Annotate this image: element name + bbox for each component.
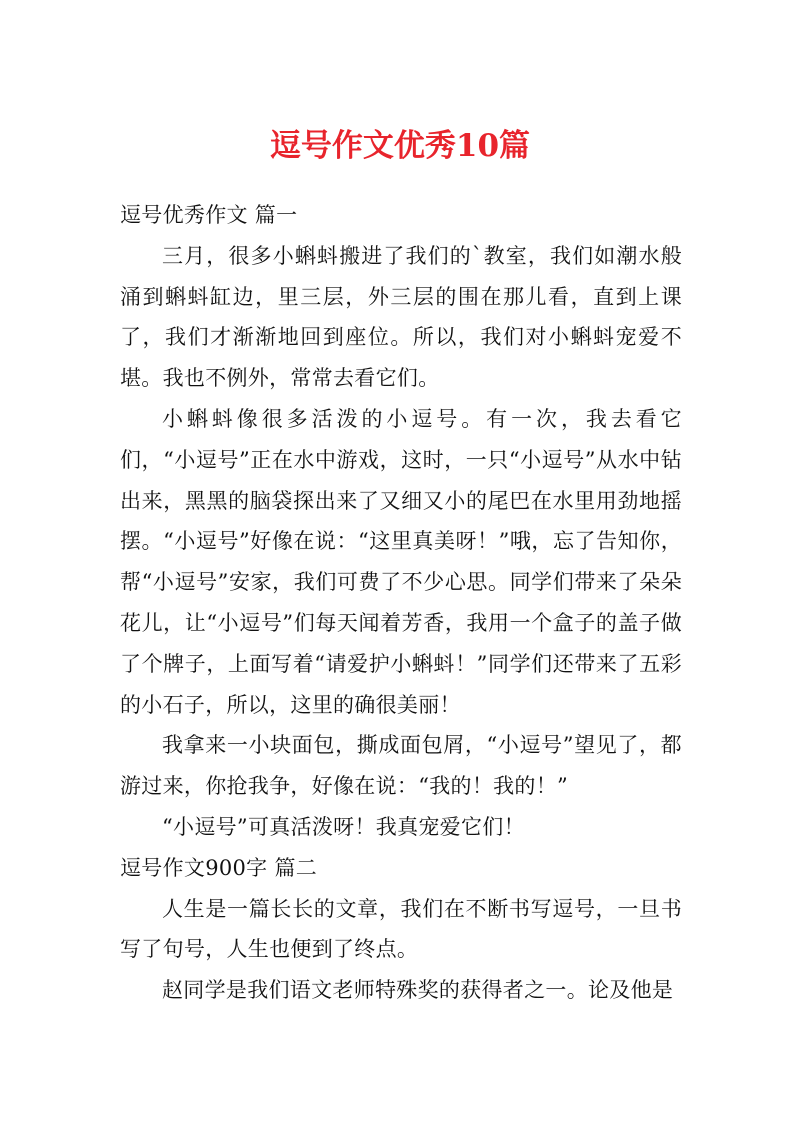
section-heading-1: 逗号优秀作文 篇一 xyxy=(120,203,298,227)
document-title: 逗号作文优秀10篇 xyxy=(269,128,531,164)
document-body xyxy=(120,195,682,1011)
paragraph: 三月，很多小蝌蚪搬进了我们的`教室，我们如潮水般涌到蝌蚪缸边，里三层，外三层的围在那儿看，直到上课了，我们才渐渐地回到座位。所以，我们对小蝌蚪宠爱不堪。我也不例外，常常去看它们。 xyxy=(120,243,682,391)
paragraph: 赵同学是我们语文老师特殊奖的获得者之一。论及他是 xyxy=(162,978,674,1003)
paragraph: 人生是一篇长长的文章，我们在不断书写逗号，一旦书写了句号，人生也便到了终点。 xyxy=(120,896,682,962)
paragraph: 小蝌蚪像很多活泼的小逗号。有一次，我去看它们，“小逗号”正在水中游戏，这时，一只“小逗号”从水中钻出来，黑黑的脑袋探出来了又细又小的尾巴在水里用劲地摇摆。“小逗号”好像在说：“这里真美呀！”哦，忘了告知你，帮“小逗号”安家，我们可费了不少心思。同学们带来了朵朵花儿，让“小逗号”们每天闻着芳香，我用一个盒子的盖子做了个牌子，上面写着“请爱护小蝌蚪！”同学们还带来了五彩的小石子，所以，这里的确很美丽！ xyxy=(120,406,682,717)
paragraph: 我拿来一小块面包，撕成面包屑，“小逗号”望见了，都游过来，你抢我争，好像在说：“我的！我的！” xyxy=(120,733,682,799)
paragraph: “小逗号”可真活泼呀！我真宠爱它们！ xyxy=(162,814,525,839)
section-heading-2: 逗号作文900字 篇二 xyxy=(120,855,318,880)
